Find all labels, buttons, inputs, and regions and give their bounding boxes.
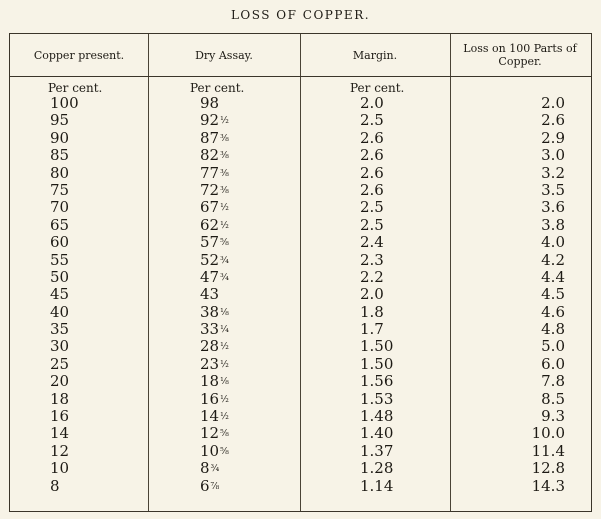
- header-divider: [10, 76, 591, 77]
- cell-copper-present: 65: [50, 215, 70, 234]
- cell-margin: 1.7: [360, 320, 384, 339]
- cell-margin: 1.50: [360, 354, 394, 373]
- table-row: [10, 338, 591, 355]
- cell-dry-assay-whole: 77: [200, 163, 220, 182]
- table-body: [10, 95, 591, 495]
- cell-margin: 1.37: [360, 441, 394, 460]
- table-row: [10, 408, 591, 425]
- cell-margin: 2.6: [360, 128, 384, 147]
- cell-copper-present: 18: [50, 389, 70, 408]
- cell-dry-assay-whole: 57: [200, 233, 220, 252]
- cell-loss: 3.8: [541, 215, 565, 234]
- header-margin: Margin.: [352, 48, 398, 62]
- cell-margin: 2.5: [360, 111, 384, 130]
- unit-dry-assay: Per cent.: [190, 81, 245, 95]
- cell-margin: 2.0: [360, 285, 384, 304]
- cell-dry-assay-fraction: ¾: [220, 272, 229, 283]
- table-row: [10, 356, 591, 373]
- cell-margin: 2.3: [360, 250, 384, 269]
- table-row: [10, 321, 591, 338]
- cell-loss: 14.3: [531, 476, 565, 495]
- cell-dry-assay-whole: 47: [200, 267, 220, 286]
- cell-loss: 5.0: [541, 337, 565, 356]
- cell-margin: 1.40: [360, 424, 394, 443]
- cell-margin: 1.50: [360, 337, 394, 356]
- cell-loss: 4.0: [541, 233, 565, 252]
- cell-loss: 11.4: [531, 441, 565, 460]
- cell-dry-assay-whole: 62: [200, 215, 220, 234]
- table-row: [10, 147, 591, 164]
- cell-copper-present: 14: [50, 424, 70, 443]
- cell-copper-present: 75: [50, 180, 70, 199]
- cell-copper-present: 55: [50, 250, 70, 269]
- cell-dry-assay-whole: 87: [200, 128, 220, 147]
- cell-margin: 1.8: [360, 302, 384, 321]
- cell-margin: 2.6: [360, 146, 384, 165]
- cell-loss: 3.6: [541, 198, 565, 217]
- cell-loss: 4.2: [541, 250, 565, 269]
- cell-dry-assay-whole: 38: [200, 302, 220, 321]
- cell-loss: 6.0: [541, 354, 565, 373]
- cell-loss: 9.3: [541, 407, 565, 426]
- cell-loss: 4.8: [541, 320, 565, 339]
- cell-dry-assay-fraction: ⅜: [220, 151, 229, 162]
- table-row: [10, 112, 591, 129]
- cell-margin: 2.5: [360, 198, 384, 217]
- cell-margin: 1.53: [360, 389, 394, 408]
- table-row: [10, 269, 591, 286]
- cell-dry-assay-fraction: ½: [220, 412, 229, 423]
- cell-margin: 2.6: [360, 180, 384, 199]
- header-loss: Loss on 100 Parts of Copper.: [463, 42, 577, 68]
- cell-dry-assay-whole: 98: [200, 94, 220, 112]
- cell-loss: 2.9: [541, 128, 565, 147]
- cell-dry-assay-fraction: ½: [220, 359, 229, 370]
- cell-dry-assay-fraction: ⅛: [220, 377, 229, 388]
- cell-dry-assay-whole: 43: [200, 285, 220, 304]
- cell-copper-present: 10: [50, 459, 70, 478]
- cell-dry-assay-fraction: ⅞: [210, 481, 220, 492]
- cell-copper-present: 60: [50, 233, 70, 252]
- cell-loss: 2.6: [541, 111, 565, 130]
- cell-copper-present: 80: [50, 163, 70, 182]
- cell-dry-assay-fraction: ¾: [220, 255, 229, 266]
- table-row: [10, 130, 591, 147]
- table-row: [10, 373, 591, 390]
- cell-dry-assay-fraction: ½: [220, 394, 229, 405]
- cell-margin: 2.4: [360, 233, 384, 252]
- table-row: [10, 217, 591, 234]
- cell-copper-present: 40: [50, 302, 70, 321]
- cell-loss: 4.6: [541, 302, 565, 321]
- cell-copper-present: 95: [50, 111, 70, 130]
- cell-loss: 2.0: [541, 94, 565, 112]
- header-copper-present: Copper present.: [33, 48, 125, 62]
- cell-copper-present: 20: [50, 372, 70, 391]
- cell-copper-present: 8: [50, 476, 60, 495]
- cell-dry-assay-fraction: ⅝: [220, 238, 229, 249]
- cell-dry-assay-fraction: ⅛: [220, 307, 229, 318]
- cell-dry-assay-whole: 28: [200, 337, 220, 356]
- unit-margin: Per cent.: [350, 81, 405, 95]
- cell-dry-assay-fraction: ⅝: [220, 429, 229, 440]
- cell-dry-assay-whole: 92: [200, 111, 220, 130]
- cell-loss: 12.8: [531, 459, 565, 478]
- cell-margin: 1.14: [360, 476, 394, 495]
- cell-dry-assay-whole: 52: [200, 250, 220, 269]
- cell-dry-assay-whole: 72: [200, 180, 220, 199]
- cell-loss: 8.5: [541, 389, 565, 408]
- cell-copper-present: 50: [50, 267, 70, 286]
- cell-loss: 4.4: [541, 267, 565, 286]
- cell-loss: 7.8: [541, 372, 565, 391]
- header-dry-assay: Dry Assay.: [195, 48, 253, 62]
- cell-loss: 3.2: [541, 163, 565, 182]
- cell-copper-present: 16: [50, 407, 70, 426]
- table-title: LOSS OF COPPER.: [230, 8, 371, 22]
- table-row: [10, 460, 591, 477]
- cell-dry-assay-whole: 82: [200, 146, 220, 165]
- cell-loss: 3.5: [541, 180, 565, 199]
- cell-margin: 2.2: [360, 267, 384, 286]
- cell-copper-present: 25: [50, 354, 70, 373]
- cell-loss: 10.0: [531, 424, 565, 443]
- cell-dry-assay-whole: 14: [200, 407, 220, 426]
- cell-dry-assay-whole: 10: [200, 441, 220, 460]
- cell-dry-assay-whole: 6: [200, 476, 210, 495]
- cell-dry-assay-whole: 23: [200, 354, 220, 373]
- cell-dry-assay-fraction: ½: [220, 203, 229, 214]
- cell-dry-assay-whole: 12: [200, 424, 220, 443]
- cell-copper-present: 70: [50, 198, 70, 217]
- cell-copper-present: 90: [50, 128, 70, 147]
- table-row: [10, 286, 591, 303]
- cell-dry-assay-whole: 18: [200, 372, 220, 391]
- copper-loss-table: [9, 33, 592, 512]
- cell-dry-assay-whole: 67: [200, 198, 220, 217]
- cell-loss: 3.0: [541, 146, 565, 165]
- cell-margin: 2.6: [360, 163, 384, 182]
- table-row: [10, 234, 591, 251]
- cell-loss: 4.5: [541, 285, 565, 304]
- table-row: [10, 252, 591, 269]
- cell-dry-assay-fraction: ½: [220, 116, 229, 127]
- table-row: [10, 182, 591, 199]
- cell-dry-assay-whole: 16: [200, 389, 220, 408]
- cell-dry-assay-fraction: ¾: [210, 464, 220, 475]
- cell-dry-assay-fraction: ½: [220, 342, 229, 353]
- table-row: [10, 95, 591, 112]
- table-row: [10, 304, 591, 321]
- unit-copper-present: Per cent.: [48, 81, 103, 95]
- cell-dry-assay-fraction: ⅜: [220, 168, 229, 179]
- table-row: [10, 391, 591, 408]
- cell-dry-assay-fraction: ⅜: [220, 185, 229, 196]
- cell-copper-present: 12: [50, 441, 70, 460]
- cell-margin: 1.56: [360, 372, 394, 391]
- table-row: [10, 443, 591, 460]
- table-row: [10, 425, 591, 442]
- cell-margin: 1.48: [360, 407, 394, 426]
- cell-dry-assay-fraction: ⅜: [220, 133, 229, 144]
- cell-dry-assay-whole: 8: [200, 459, 210, 478]
- cell-copper-present: 35: [50, 320, 70, 339]
- table-row: [10, 199, 591, 216]
- cell-margin: 2.5: [360, 215, 384, 234]
- cell-margin: 2.0: [360, 94, 384, 112]
- cell-copper-present: 45: [50, 285, 70, 304]
- cell-dry-assay-whole: 33: [200, 320, 220, 339]
- cell-dry-assay-fraction: ¼: [220, 325, 229, 336]
- cell-margin: 1.28: [360, 459, 394, 478]
- table-row: [10, 478, 591, 495]
- table-row: [10, 165, 591, 182]
- cell-dry-assay-fraction: ½: [220, 220, 229, 231]
- cell-copper-present: 85: [50, 146, 70, 165]
- cell-copper-present: 100: [50, 94, 79, 112]
- cell-dry-assay-fraction: ⅝: [220, 446, 229, 457]
- cell-copper-present: 30: [50, 337, 70, 356]
